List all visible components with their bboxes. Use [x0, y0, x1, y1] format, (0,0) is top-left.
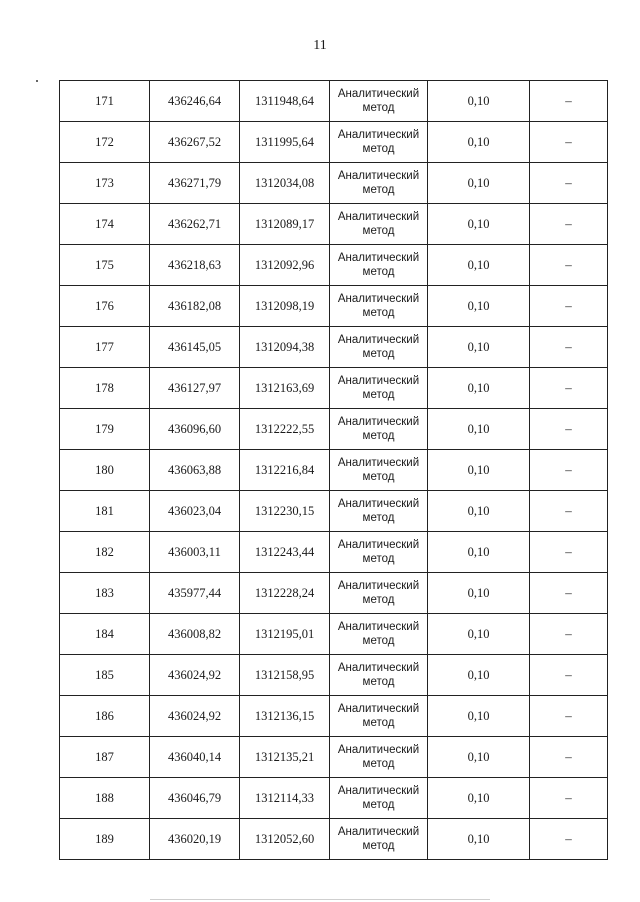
method-label-line1: Аналитический [337, 293, 420, 305]
table-row [60, 614, 608, 655]
x-coordinate-cell: 436127,97 [150, 368, 240, 409]
method-label-line1: Аналитический [337, 826, 420, 838]
table-row [60, 286, 608, 327]
method-label-line2: метод [362, 553, 395, 565]
note-cell: – [530, 245, 608, 286]
table-row [60, 778, 608, 819]
accuracy-cell: 0,10 [428, 696, 530, 737]
accuracy-cell: 0,10 [428, 163, 530, 204]
method-label-line2: метод [362, 184, 395, 196]
coordinates-table [59, 80, 608, 860]
accuracy-cell: 0,10 [428, 450, 530, 491]
method-label-line1: Аналитический [337, 88, 420, 100]
x-coordinate-cell: 436003,11 [150, 532, 240, 573]
method-label-line1: Аналитический [337, 252, 420, 264]
accuracy-cell: 0,10 [428, 368, 530, 409]
method-label-line2: метод [362, 102, 395, 114]
method-cell [330, 409, 428, 450]
table-row [60, 532, 608, 573]
method-label-line2: метод [362, 676, 395, 688]
x-coordinate-cell: 436040,14 [150, 737, 240, 778]
table-row [60, 696, 608, 737]
page-number: 11 [313, 38, 327, 53]
note-cell: – [530, 122, 608, 163]
scan-speck [36, 80, 38, 82]
method-label-line2: метод [362, 143, 395, 155]
y-coordinate-cell: 1312228,24 [240, 573, 330, 614]
x-coordinate-cell: 436218,63 [150, 245, 240, 286]
note-cell: – [530, 532, 608, 573]
y-coordinate-cell: 1312089,17 [240, 204, 330, 245]
method-cell [330, 696, 428, 737]
x-coordinate-cell: 436063,88 [150, 450, 240, 491]
point-number-cell: 175 [60, 245, 150, 286]
method-label-line2: метод [362, 717, 395, 729]
accuracy-cell: 0,10 [428, 491, 530, 532]
note-cell: – [530, 286, 608, 327]
method-label-line1: Аналитический [337, 211, 420, 223]
table-body [60, 81, 608, 860]
y-coordinate-cell: 1312216,84 [240, 450, 330, 491]
table-row [60, 81, 608, 122]
method-cell [330, 491, 428, 532]
y-coordinate-cell: 1312052,60 [240, 819, 330, 860]
point-number-cell: 187 [60, 737, 150, 778]
method-cell [330, 655, 428, 696]
point-number-cell: 184 [60, 614, 150, 655]
method-label-line1: Аналитический [337, 662, 420, 674]
point-number-cell: 182 [60, 532, 150, 573]
y-coordinate-cell: 1312230,15 [240, 491, 330, 532]
method-label-line2: метод [362, 307, 395, 319]
point-number-cell: 171 [60, 81, 150, 122]
x-coordinate-cell: 436271,79 [150, 163, 240, 204]
method-cell [330, 368, 428, 409]
method-label-line2: метод [362, 635, 395, 647]
method-label-line1: Аналитический [337, 170, 420, 182]
method-label-line1: Аналитический [337, 129, 420, 141]
method-label-line2: метод [362, 758, 395, 770]
method-label-line1: Аналитический [337, 498, 420, 510]
accuracy-cell: 0,10 [428, 122, 530, 163]
method-cell [330, 245, 428, 286]
method-label-line2: метод [362, 389, 395, 401]
method-cell [330, 532, 428, 573]
point-number-cell: 173 [60, 163, 150, 204]
method-label-line1: Аналитический [337, 375, 420, 387]
accuracy-cell: 0,10 [428, 737, 530, 778]
y-coordinate-cell: 1312092,96 [240, 245, 330, 286]
x-coordinate-cell: 435977,44 [150, 573, 240, 614]
method-cell [330, 122, 428, 163]
method-cell [330, 163, 428, 204]
table-row [60, 450, 608, 491]
accuracy-cell: 0,10 [428, 286, 530, 327]
method-label-line1: Аналитический [337, 744, 420, 756]
method-cell [330, 450, 428, 491]
method-label-line2: метод [362, 799, 395, 811]
accuracy-cell: 0,10 [428, 409, 530, 450]
table-row [60, 122, 608, 163]
x-coordinate-cell: 436262,71 [150, 204, 240, 245]
table-row [60, 245, 608, 286]
accuracy-cell: 0,10 [428, 245, 530, 286]
method-cell [330, 204, 428, 245]
method-label-line1: Аналитический [337, 703, 420, 715]
point-number-cell: 172 [60, 122, 150, 163]
note-cell: – [530, 409, 608, 450]
point-number-cell: 185 [60, 655, 150, 696]
point-number-cell: 177 [60, 327, 150, 368]
accuracy-cell: 0,10 [428, 614, 530, 655]
note-cell: – [530, 491, 608, 532]
x-coordinate-cell: 436246,64 [150, 81, 240, 122]
x-coordinate-cell: 436267,52 [150, 122, 240, 163]
point-number-cell: 183 [60, 573, 150, 614]
note-cell: – [530, 163, 608, 204]
method-cell [330, 286, 428, 327]
point-number-cell: 178 [60, 368, 150, 409]
point-number-cell: 189 [60, 819, 150, 860]
note-cell: – [530, 778, 608, 819]
method-label-line1: Аналитический [337, 785, 420, 797]
note-cell: – [530, 655, 608, 696]
y-coordinate-cell: 1311995,64 [240, 122, 330, 163]
method-cell [330, 614, 428, 655]
x-coordinate-cell: 436023,04 [150, 491, 240, 532]
table-row [60, 573, 608, 614]
method-label-line2: метод [362, 840, 395, 852]
note-cell: – [530, 696, 608, 737]
accuracy-cell: 0,10 [428, 573, 530, 614]
table-row [60, 368, 608, 409]
point-number-cell: 179 [60, 409, 150, 450]
note-cell: – [530, 204, 608, 245]
method-label-line1: Аналитический [337, 621, 420, 633]
point-number-cell: 180 [60, 450, 150, 491]
y-coordinate-cell: 1312243,44 [240, 532, 330, 573]
accuracy-cell: 0,10 [428, 778, 530, 819]
point-number-cell: 188 [60, 778, 150, 819]
method-label-line1: Аналитический [337, 580, 420, 592]
accuracy-cell: 0,10 [428, 819, 530, 860]
y-coordinate-cell: 1312098,19 [240, 286, 330, 327]
method-label-line2: метод [362, 430, 395, 442]
table-row [60, 819, 608, 860]
y-coordinate-cell: 1312034,08 [240, 163, 330, 204]
y-coordinate-cell: 1312136,15 [240, 696, 330, 737]
point-number-cell: 181 [60, 491, 150, 532]
y-coordinate-cell: 1312158,95 [240, 655, 330, 696]
table-row [60, 163, 608, 204]
note-cell: – [530, 450, 608, 491]
note-cell: – [530, 614, 608, 655]
table-row [60, 409, 608, 450]
table-row [60, 737, 608, 778]
y-coordinate-cell: 1312222,55 [240, 409, 330, 450]
method-cell [330, 327, 428, 368]
point-number-cell: 176 [60, 286, 150, 327]
method-label-line2: метод [362, 512, 395, 524]
scan-edge-line [150, 899, 490, 900]
method-cell [330, 737, 428, 778]
method-label-line2: метод [362, 225, 395, 237]
note-cell: – [530, 819, 608, 860]
note-cell: – [530, 327, 608, 368]
note-cell: – [530, 573, 608, 614]
x-coordinate-cell: 436008,82 [150, 614, 240, 655]
x-coordinate-cell: 436182,08 [150, 286, 240, 327]
y-coordinate-cell: 1312195,01 [240, 614, 330, 655]
y-coordinate-cell: 1312094,38 [240, 327, 330, 368]
accuracy-cell: 0,10 [428, 655, 530, 696]
x-coordinate-cell: 436024,92 [150, 655, 240, 696]
method-label-line2: метод [362, 266, 395, 278]
x-coordinate-cell: 436145,05 [150, 327, 240, 368]
note-cell: – [530, 368, 608, 409]
method-label-line2: метод [362, 348, 395, 360]
accuracy-cell: 0,10 [428, 204, 530, 245]
point-number-cell: 186 [60, 696, 150, 737]
note-cell: – [530, 81, 608, 122]
table-row [60, 204, 608, 245]
method-cell [330, 819, 428, 860]
y-coordinate-cell: 1312114,33 [240, 778, 330, 819]
table-row [60, 491, 608, 532]
table-row [60, 327, 608, 368]
accuracy-cell: 0,10 [428, 532, 530, 573]
method-label-line2: метод [362, 594, 395, 606]
method-label-line1: Аналитический [337, 457, 420, 469]
y-coordinate-cell: 1312135,21 [240, 737, 330, 778]
table-row [60, 655, 608, 696]
note-cell: – [530, 737, 608, 778]
method-cell [330, 81, 428, 122]
y-coordinate-cell: 1311948,64 [240, 81, 330, 122]
method-cell [330, 778, 428, 819]
x-coordinate-cell: 436020,19 [150, 819, 240, 860]
method-label-line2: метод [362, 471, 395, 483]
method-cell [330, 573, 428, 614]
x-coordinate-cell: 436046,79 [150, 778, 240, 819]
point-number-cell: 174 [60, 204, 150, 245]
y-coordinate-cell: 1312163,69 [240, 368, 330, 409]
accuracy-cell: 0,10 [428, 327, 530, 368]
x-coordinate-cell: 436096,60 [150, 409, 240, 450]
method-label-line1: Аналитический [337, 539, 420, 551]
accuracy-cell: 0,10 [428, 81, 530, 122]
method-label-line1: Аналитический [337, 334, 420, 346]
method-label-line1: Аналитический [337, 416, 420, 428]
x-coordinate-cell: 436024,92 [150, 696, 240, 737]
